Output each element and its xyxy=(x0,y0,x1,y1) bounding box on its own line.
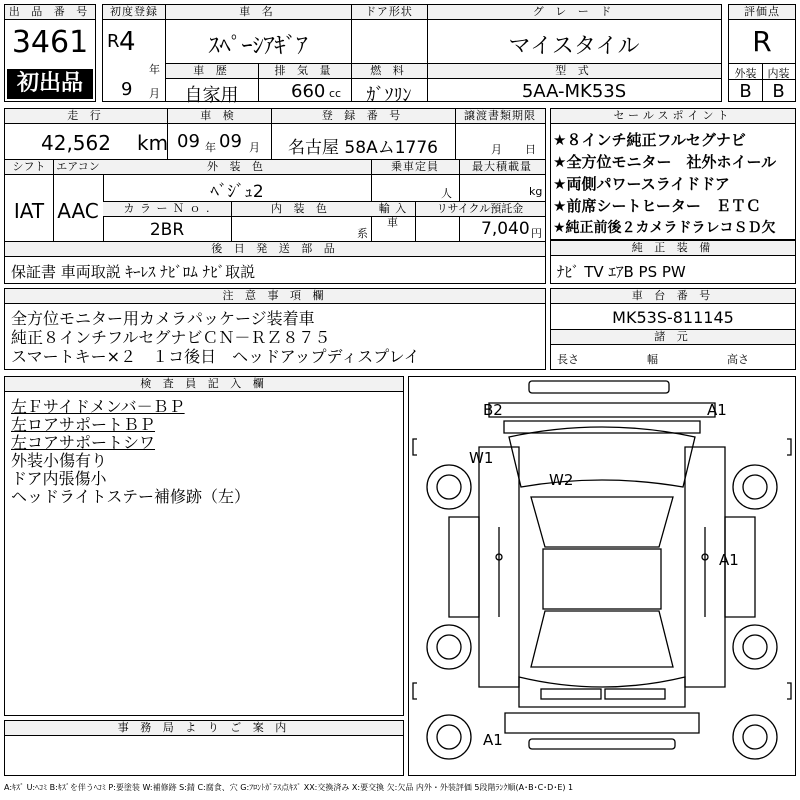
mark-a1-rear: A1 xyxy=(483,731,503,749)
equipment-label: 純 正 装 備 xyxy=(551,241,795,256)
transfer-month-unit: 月 xyxy=(491,143,502,156)
insp-month-unit: 月 xyxy=(249,141,260,154)
score-label: 評価点 xyxy=(729,5,795,20)
insp-month: 09 xyxy=(219,131,242,152)
year-unit: 年 xyxy=(149,63,160,76)
first-listing-badge xyxy=(7,69,93,99)
recycle-value: 7,040 xyxy=(481,219,530,239)
mark-b2: B2 xyxy=(483,401,503,419)
history-value: 自家用 xyxy=(184,85,239,106)
intcolor-label: 内 装 色 xyxy=(231,202,371,217)
mark-a1-front: A1 xyxy=(707,401,727,419)
lot-number: 3461 xyxy=(11,25,89,60)
sales-point-item: ★８インチ純正フルセグナビ xyxy=(553,131,746,149)
notes-box xyxy=(4,288,546,370)
displacement-label: 排 気 量 xyxy=(258,64,351,79)
transfer-day-unit: 日 xyxy=(525,143,536,156)
reg-value: 名古屋 58Aム1776 xyxy=(288,138,438,158)
era: R xyxy=(107,31,120,52)
shift-value: IAT xyxy=(13,199,45,223)
inspector-line xyxy=(11,433,155,452)
equipment-box xyxy=(550,240,796,284)
insp-year: 09 xyxy=(177,131,200,152)
type-value: 5AA-MK53S xyxy=(521,81,627,102)
sales-points-label: セールスポイント xyxy=(551,109,795,124)
sales-points xyxy=(550,108,796,240)
intcolor-unit: 系 xyxy=(357,227,368,240)
fuel-value: ｶﾞｿﾘﾝ xyxy=(366,85,412,106)
interior-value: B xyxy=(772,81,785,102)
load-label: 最大積載量 xyxy=(459,160,545,175)
equipment-value: ﾅﾋﾞ TV ｴｱB PS PW xyxy=(557,263,686,281)
lot-box xyxy=(4,4,96,102)
insp-year-unit: 年 xyxy=(205,141,216,154)
first-listing-text: 初出品 xyxy=(16,71,83,96)
mark-w1: W1 xyxy=(469,449,494,467)
recycle-unit: 円 xyxy=(531,227,542,240)
inspector-line: 外装小傷有り xyxy=(11,451,108,470)
inspector-label: 検 査 員 記 入 欄 xyxy=(5,377,403,392)
year: 4 xyxy=(119,27,136,57)
model-name: ｽﾍﾟｰｼｱｷﾞｱ xyxy=(208,34,308,59)
score-value: R xyxy=(752,25,772,58)
displacement-value: 660 xyxy=(291,81,326,102)
first-reg-label: 初度登録 xyxy=(103,5,165,20)
office-label: 事 務 局 よ り ご 案 内 xyxy=(5,721,403,736)
color-value: ﾍﾞｼﾞｭ2 xyxy=(210,182,264,202)
recycle-label: リサイクル預託金 xyxy=(415,202,545,217)
chassis-box xyxy=(550,288,796,370)
notes-line: スマートキー×２ １コ後日 ヘッドアップディスプレイ xyxy=(11,347,420,366)
length-label: 長さ xyxy=(557,353,579,366)
colorno-label: カ ラ ー Ｎ ｏ . xyxy=(103,202,231,217)
sales-point-item: ★前席シートヒーター ＥＴＣ xyxy=(553,197,761,215)
sales-point-item: ★純正前後２カメラドラレコＳＤ欠 xyxy=(553,220,776,236)
capacity-label: 乗車定員 xyxy=(371,160,459,175)
mileage-unit: km xyxy=(137,131,169,155)
reg-label: 登 録 番 号 xyxy=(271,109,455,124)
inspector-line: ドア内張傷小 xyxy=(11,469,107,488)
sales-point-item: ★両側パワースライドドア xyxy=(553,175,730,193)
car-outline-diagram xyxy=(409,377,795,775)
capacity-unit: 人 xyxy=(441,187,452,200)
sales-point-item: ★全方位モニター 社外ホイール xyxy=(553,153,777,171)
car-diagram xyxy=(408,376,796,776)
mileage-value: 42,562 xyxy=(41,131,111,155)
notes-label: 注 意 事 項 欄 xyxy=(5,289,545,304)
interior-label: 内装 xyxy=(767,67,790,80)
door-label: ドア形状 xyxy=(351,5,427,20)
inspection-label: 車 検 xyxy=(167,109,271,124)
month: 9 xyxy=(121,79,133,100)
inspector-line-text: 左Ｆサイドメンバ－ＢＰ xyxy=(11,397,185,416)
width-label: 幅 xyxy=(647,353,658,366)
inspector-line-text: 左コアサポートシワ xyxy=(11,433,156,452)
later-parts-label: 後 日 発 送 部 品 xyxy=(5,242,545,257)
ac-label: エアコン xyxy=(53,160,103,175)
details-block xyxy=(4,108,546,284)
later-parts-value: 保証書 車両取説 ｷｰﾚｽ ﾅﾋﾞﾛﾑ ﾅﾋﾞ取説 xyxy=(11,263,256,281)
mark-a1-right: A1 xyxy=(719,551,739,569)
mark-w2: W2 xyxy=(549,471,574,489)
inspector-line xyxy=(11,397,185,416)
model-label: 車 名 xyxy=(165,5,351,20)
mileage-label: 走 行 xyxy=(5,109,167,124)
lot-label: 出 品 番 号 xyxy=(5,5,95,20)
import-label: 輸 入 車 xyxy=(371,202,415,217)
inspector-line xyxy=(11,415,155,434)
notes-line: 全方位モニター用カメラパッケージ装着車 xyxy=(11,309,315,328)
score-box xyxy=(728,4,796,102)
vehicle-header xyxy=(102,4,722,106)
ac-value: AAC xyxy=(57,199,99,223)
notes-line: 純正８インチフルセグナビＣＮ－ＲＺ８７５ xyxy=(11,328,331,347)
displacement-unit: cc xyxy=(329,87,342,100)
legend: A:ｷｽﾞ U:ﾍｺﾐ B:ｷｽﾞを伴うﾍｺﾐ P:要塗装 W:補修跡 S:錆 C:腐食、穴 G:ﾌﾛﾝﾄｶﾞﾗｽ点ｷｽﾞ XX:交換済み X:要交換 欠:欠品 内外・外装評価 5段階ﾗﾝｸ順(A･B･C･D･E) 1 xyxy=(4,783,574,792)
type-label: 型 式 xyxy=(427,64,721,79)
height-label: 高さ xyxy=(727,353,749,366)
load-unit: kg xyxy=(529,185,543,198)
history-label: 車 歴 xyxy=(166,64,258,79)
fuel-label: 燃 料 xyxy=(351,64,427,79)
grade-label: グ レ ー ド xyxy=(427,5,721,20)
grade-value: マイスタイル xyxy=(508,34,640,59)
inspector-line-text: 左ロアサポートＢＰ xyxy=(11,415,156,434)
exterior-value: B xyxy=(739,81,752,102)
office-box xyxy=(4,720,404,776)
exterior-label: 外装 xyxy=(734,67,757,80)
transfer-label: 譲渡書類期限 xyxy=(455,109,545,124)
chassis-label: 車 台 番 号 xyxy=(551,289,795,304)
inspector-box xyxy=(4,376,404,716)
inspector-line: ヘッドライトステー補修跡（左） xyxy=(11,487,251,506)
chassis-value: MK53S-811145 xyxy=(612,308,734,327)
color-label: 外 装 色 xyxy=(103,160,371,175)
colorno-value: 2BR xyxy=(149,220,185,240)
month-unit: 月 xyxy=(149,87,160,100)
dims-label: 諸 元 xyxy=(551,330,795,345)
shift-label: シフト xyxy=(5,160,53,175)
